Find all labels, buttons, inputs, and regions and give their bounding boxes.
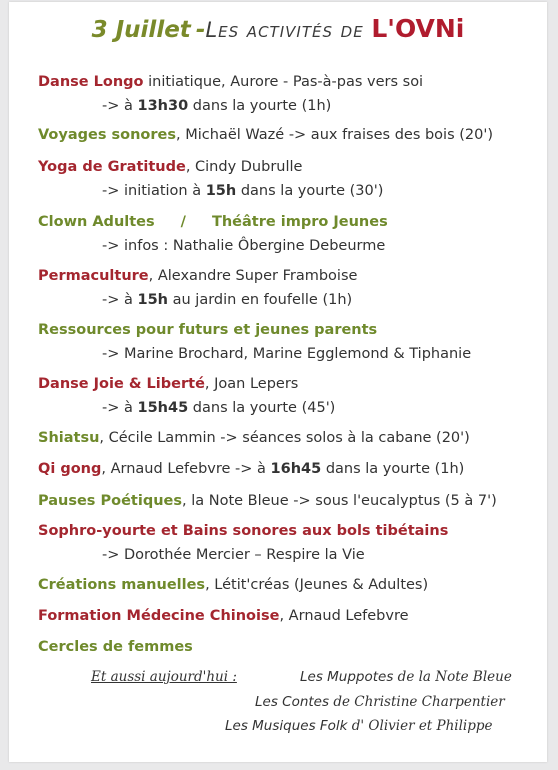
- title-text: Les activités de: [205, 18, 372, 42]
- sub-text: -> à: [102, 98, 138, 114]
- activity-ressources-parents: [38, 322, 377, 338]
- also-highlight: Les Contes: [255, 694, 330, 710]
- activity-detail: , Létit'créas (Jeunes & Adultes): [205, 577, 429, 593]
- also-detail: de la Note Bleue: [393, 669, 512, 685]
- activity-sophro-sub: [102, 547, 365, 563]
- sub-time: 15h: [137, 292, 169, 308]
- activity-name: Sophro-yourte et Bains sonores aux bols tibétains: [38, 523, 449, 539]
- activity-time: 16h45: [270, 461, 322, 477]
- activity-detail: initiatique, Aurore - Pas-à-pas vers soi: [143, 74, 424, 90]
- flyer-page: [9, 2, 547, 762]
- also-detail: d' Olivier et Philippe: [347, 718, 493, 734]
- sub-time: 13h30: [137, 98, 189, 114]
- also-label: [91, 669, 237, 685]
- activity-detail: , la Note Bleue -> sous l'eucalyptus (5 à 7'): [181, 493, 497, 509]
- sub-text: -> à: [102, 400, 138, 416]
- activity-name-a: Clown Adultes: [38, 214, 155, 230]
- activity-detail: , Michaël Wazé -> aux fraises des bois (20'): [176, 127, 493, 143]
- sub-time: 15h45: [137, 400, 189, 416]
- activity-detail-end: dans la yourte (1h): [321, 461, 465, 477]
- sub-text: -> Marine Brochard, Marine Egglemond & Tiphanie: [102, 346, 472, 362]
- activity-name: Formation Médecine Chinoise: [38, 608, 280, 624]
- title-date: 3 Juillet: [91, 17, 191, 43]
- sub-text: -> initiation à: [102, 183, 206, 199]
- sub-text-end: dans la yourte (1h): [188, 98, 332, 114]
- activity-name: Voyages sonores: [38, 127, 177, 143]
- sub-text-end: au jardin en foufelle (1h): [168, 292, 353, 308]
- activity-ressources-sub: [102, 346, 471, 362]
- activity-voyages-sonores: [38, 127, 493, 143]
- sub-text: -> infos : Nathalie Ôbergine Debeurme: [102, 238, 386, 254]
- activity-name: Cercles de femmes: [38, 639, 193, 655]
- activity-name: Shiatsu: [38, 430, 100, 446]
- activity-yoga: [38, 159, 302, 175]
- activity-name: Qi gong: [38, 461, 102, 477]
- activity-danse-longo-sub: [102, 98, 331, 114]
- activity-clown-sub: [102, 238, 385, 254]
- activity-cercles-femmes: [38, 639, 193, 655]
- activity-name: Danse Longo: [38, 74, 144, 90]
- activity-name: Permaculture: [38, 268, 149, 284]
- activity-detail: , Alexandre Super Framboise: [148, 268, 358, 284]
- title-brand: L'OVNi: [371, 14, 465, 43]
- activity-creations-manuelles: [38, 577, 428, 593]
- also-highlight: Les Muppotes: [300, 669, 394, 685]
- sub-text-end: dans la yourte (45'): [188, 400, 336, 416]
- activity-detail: , Arnaud Lefebvre: [279, 608, 409, 624]
- separator-slash: /: [180, 214, 186, 230]
- activity-detail: , Arnaud Lefebvre -> à: [101, 461, 271, 477]
- activity-detail: , Cindy Dubrulle: [185, 159, 303, 175]
- activity-name: Ressources pour futurs et jeunes parents: [38, 322, 378, 338]
- activity-name: Pauses Poétiques: [38, 493, 182, 509]
- activity-formation-medecine: [38, 608, 409, 624]
- also-line-contes: [255, 694, 505, 710]
- activity-detail: , Cécile Lammin -> séances solos à la cabane (20'): [99, 430, 470, 446]
- activity-name: Danse Joie & Liberté: [38, 376, 205, 392]
- activity-pauses-poetiques: [38, 493, 497, 509]
- activity-name-b: Théâtre impro Jeunes: [211, 214, 388, 230]
- sub-text: -> à: [102, 292, 138, 308]
- activity-sophro-yourte: [38, 523, 448, 539]
- activity-clown-theatre: [38, 214, 388, 230]
- sub-text-end: dans la yourte (30'): [236, 183, 384, 199]
- activity-danse-joie-sub: [102, 400, 335, 416]
- also-highlight: Les Musiques Folk: [225, 718, 348, 734]
- activity-shiatsu: [38, 430, 470, 446]
- activity-qi-gong: [38, 461, 464, 477]
- sub-time: 15h: [205, 183, 237, 199]
- activity-danse-longo: [38, 74, 423, 90]
- activity-danse-joie: [38, 376, 298, 392]
- title-dash: -: [195, 17, 206, 43]
- activity-name: Yoga de Gratitude: [38, 159, 186, 175]
- activity-detail: , Joan Lepers: [204, 376, 299, 392]
- also-label-text: Et aussi aujourd'hui :: [91, 669, 237, 685]
- also-detail: de Christine Charpentier: [329, 694, 505, 710]
- also-line-muppotes: [300, 669, 512, 685]
- activity-permaculture: [38, 268, 357, 284]
- activity-yoga-sub: [102, 183, 383, 199]
- sub-text: -> Dorothée Mercier – Respire la Vie: [102, 547, 365, 563]
- activity-permaculture-sub: [102, 292, 352, 308]
- also-line-musiques: [225, 718, 493, 734]
- activity-name: Créations manuelles: [38, 577, 206, 593]
- page-title: [9, 14, 547, 43]
